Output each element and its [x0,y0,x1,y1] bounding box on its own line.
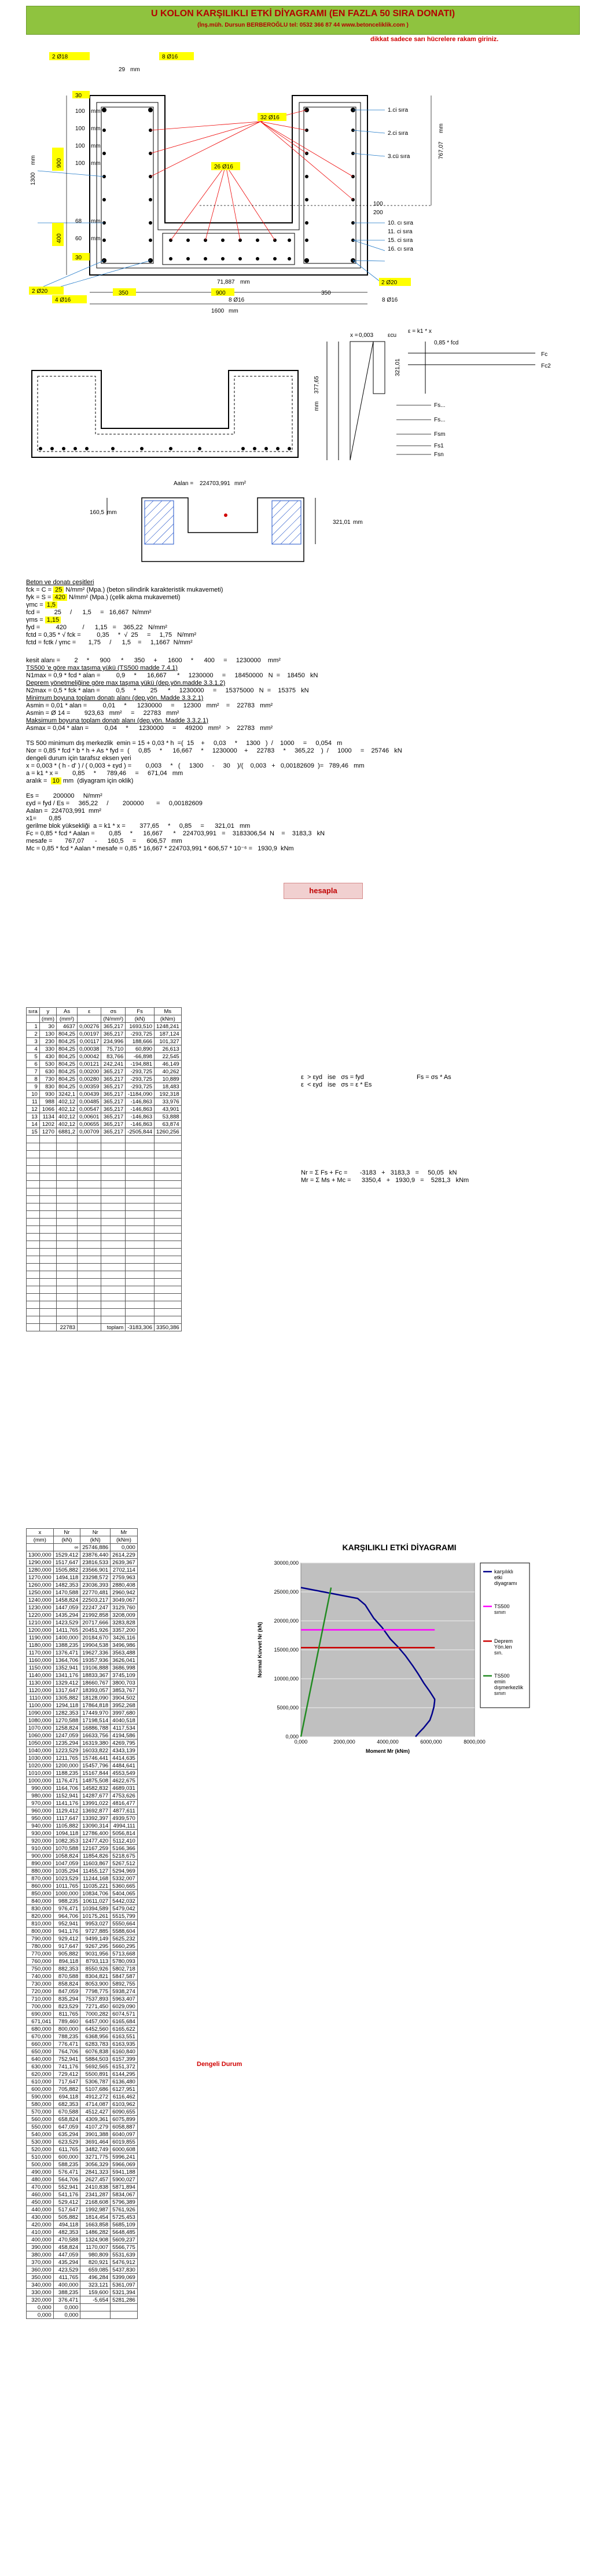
y-tick-label: 10000,000 [274,1676,299,1682]
table-row: 610,000 717,647 5306,787 6136,480 [27,2078,138,2086]
label-w-right: 350 [321,290,331,296]
table-row: 730,000 858,824 8053,900 5892,755 [27,1980,138,1988]
table-row: 1190,000 1400,000 20184,670 3426,116 [27,1634,138,1642]
svg-text:mm: mm [314,401,320,411]
table-row: 440,000 517,647 1992,987 5761,926 [27,2206,138,2214]
table-row [27,1271,182,1279]
table-row: 1 30 4637 0,00276 365,217 1693,510 1248,241 [27,1023,182,1030]
legend-label-0: etki [494,1575,503,1580]
table-row: 640,000 752,941 5884,503 6157,399 [27,2056,138,2063]
table-row: 1010,000 1188,235 15167,844 4553,549 [27,1770,138,1777]
table-row: 1000,000 1176,471 14875,508 4622,675 [27,1777,138,1785]
x-tick-label: 8000,000 [464,1739,486,1745]
interaction-table-wrap [26,1528,138,2319]
compression-area-diagram [26,475,431,573]
table-row: 1060,000 1247,059 16633,756 4194,586 [27,1732,138,1740]
table-row: 5 430 804,25 0,00042 83,766 -66,898 22,545 [27,1053,182,1061]
table-row: 420,000 494,118 1663,858 5685,109 [27,2221,138,2229]
table-row [27,1151,182,1158]
svg-text:900: 900 [56,158,62,168]
table-row: 4 330 804,25 0,00038 75,710 60,890 26,613 [27,1045,182,1053]
warning-text: dikkat sadece sarı hücrelere rakam giriniz. [370,36,499,43]
table-row: 13 1134 402,12 0,00601 365,217 -146,863 53,888 [27,1113,182,1121]
table-row: 700,000 823,529 7271,450 6029,090 [27,2003,138,2010]
table-row: 1030,000 1211,765 15746,441 4414,635 [27,1755,138,1762]
label-phi-top-left: 2 Ø18 [52,54,68,60]
svg-text:15. ci sıra: 15. ci sıra [388,237,413,244]
svg-text:mm: mm [229,308,238,314]
table-row: 2 130 804,25 0,00197 365,217 -293,725 187,124 [27,1030,182,1038]
table-row: 1290,000 1517,647 23816,533 2639,367 [27,1559,138,1566]
table-row: 370,000 435,294 820,921 5476,912 [27,2259,138,2266]
table-row: 1130,000 1329,412 18660,767 3800,703 [27,1679,138,1687]
table-row: 3 230 804,25 0,00117 234,996 188,666 101,327 [27,1038,182,1045]
y-tick-label: 25000,000 [274,1589,299,1595]
svg-text:100: 100 [75,126,85,132]
aralik-input[interactable]: 10 [51,777,61,784]
calc-block: kesit alanı = 2 * 900 * 350 + 1600 * 400 = 1230000 mm² TS500 'e göre max taşıma yükü (TS500 madde 7.4.1) N1max = 0,9 * fcd * alan = 0,9 * 16,667 * 1230000 = 18450000 N = 18450 kN Deprem yönetmeliğine göre max taşıma yükü (dep.yön.madde 3.3.1.2) N2max = 0,5 * fck * alan = 0,5 * 25 * 1230000 = 15375000 N = 15375 kN Minimum boyuna toplam donatı alanı (dep.yön. Madde 3.3.2.1) Asmin = 0,01 * alan = 0,01 * 1230000 = 12300 mm² = 22783 mm² Asmin = Ø 14 = 923,63 mm² = 22783 mm² Maksimum boyuna toplam donatı alanı (dep.yön. Madde 3.3.2.1) Asmax = 0,04 * alan = 0,04 * 1230000 = 49200 mm² > 22783 mm² TS 500 minimum dış merkezlik emin = 15 + 0,03 * h =( 15 + 0,03 * 1300 ) / 1000 = 0,054 m Nor = 0,85 * fcd * b * h + As * fyd = ( 0,85 * 16,667 * 1230000 + 22783 * 365,22 ) / 1000 = 25746 kN dengeli durum için tarafsız eksen yeri x = 0,003 * ( h - d' ) / ( 0,003 + εyd ) = 0,003 * ( 1300 - 30 )/( 0,003 + 0,00182609 )= 789,46 mm a = k1 * x = 0,85 * 789,46 = 671,04 mm aralık = 10 mm (diyagram için oklik) Es = 200000 N/mm² εyd = fyd / Es = 365,22 / 200000 = 0,00182609 Aalan = 224703,991 mm² x1= 0,85 gerilme blok yüksekliği a = k1 * x = 377,65 * 0,85 = 321,01 mm Fc = 0,85 * fcd * Aalan = 0,85 * 16,667 * 224703,991 = 3183306,54 N = 3183,3 kN mesafe = 767,07 - 160,5 = 606,57 mm Mc = 0,85 * fcd * Aalan * mesafe = 0,85 * 16,667 * 224703,991 * 606,57 * 10⁻⁶ = 1930,9 kNm [26,657,402,852]
svg-text:mm: mm [240,279,250,285]
gamma-mc-input[interactable]: 1,5 [45,601,57,608]
table-row: 360,000 423,529 659,085 5437,830 [27,2266,138,2274]
label-height-1300: 1300 [30,172,36,185]
page-subtitle: (İnş.müh. Dursun BERBEROĞLU tel: 0532 366 87 44 www.betonceliklik.com ) [197,22,409,28]
legend-label-3: TS500 [494,1673,510,1679]
table-row: 540,000 635,294 3901,388 6040,097 [27,2131,138,2138]
table-row [27,1173,182,1181]
svg-text:11. ci sıra: 11. ci sıra [388,229,413,235]
label-w-left: 350 [119,290,128,296]
table-row [27,1294,182,1301]
svg-text:68: 68 [75,218,82,225]
label-phi-bottom-left: 2 Ø20 [32,288,48,295]
svg-text:Fc: Fc [541,351,548,358]
y-tick-label: 20000,000 [274,1618,299,1624]
table-row: 930,000 1094,118 12786,400 5056,814 [27,1830,138,1837]
table-row: 9 830 804,25 0,00359 365,217 -293,725 18,483 [27,1083,182,1091]
table-row: 840,000 988,235 10611,027 5442,032 [27,1898,138,1905]
table-row: 790,000 929,412 9499,149 5625,232 [27,1935,138,1943]
table-row: 870,000 1023,529 11244,168 5332,007 [27,1875,138,1883]
table-row: 6 530 804,25 0,00121 242,241 -194,881 46,149 [27,1061,182,1068]
label-phi-top-right: 8 Ø16 [162,54,178,60]
table-row: 1280,000 1505,882 23566,901 2702,114 [27,1566,138,1574]
table-row: 680,000 800,000 6452,560 6165,622 [27,2025,138,2033]
table-row: 1050,000 1235,294 16319,380 4269,795 [27,1740,138,1747]
interaction-table: x Nr Nr Mr (mm) (kN) (kN) (kNm) ∞ 25746,886 0,000 1300,000 1529,412 23876,440 2614,229 1290,000 1517,647 23816,533 2639,367 1280,000 1505,882 23566,901 2702,114 1270,000 1494,118 23298,572 2759,963 1260,000 1482,353 23036,393 2880,408 1250,000 1470,588 22770,481 2960,942 1240,000 1458,824 22503,217 3049,067 1230,000 1447,059 22247,247 3129,760 1220,000 1435,294 21992,858 3208,009 1210,000 1423,529 20717,666 3283,828 1200,000 1411,765 20451,926 3357,200 1190,000 1400,000 20184,670 3426,116 1180,000 1388,235 19904,538 3496,986 1170,000 1376,471 19627,336 3563,488 1160,000 1364,706 19357,936 3626,041 1150,000 1352,941 19106,888 3686,998 1140,000 1341,176 18833,367 3745,109 1130,000 1329,412 18660,767 3800,703 1120,000 1317,647 18393,057 3853,767 1110,000 1305,882 18128,090 3904,502 1100,000 1294,118 17864,818 3952,268 1090,000 1282,353 17449,970 3997,680 1080,000 1270,588 17198,514 4040,518 1070,000 1258,824 16886,788 4117,534 1060,000 1247,059 16633,756 4194,586 1050,000 1235,294 16319,380 4269,795 1040,000 1223,529 16033,822 4343,139 1030,000 1211,765 15746,441 4414,635 1020,000 1200,000 15457,796 4484,641 1010,000 1188,235 15167,844 4553,549 1000,000 1176,471 14875,508 4622,675 990,000 1164,706 14582,832 4689,031 980,000 1152,941 14287,677 4753,626 970,000 1141,176 13991,022 4816,477 960,000 1129,412 13692,877 4877,611 950,000 1117,647 13392,397 4939,570 940,000 1105,882 13090,314 4994,111 930,000 1094,118 12786,400 5056,814 920,000 1082,353 12477,420 5112,410 910,000 1070,588 12167,259 5166,366 900,000 1058,824 11854,826 5218,675 890,000 1047,059 11603,867 5267,512 880,000 1035,294 11455,127 5294,969 870,000 1023,529 11244,168 5332,007 860,000 1011,765 11035,221 5360,665 850,000 1000,000 10834,706 5404,065 840,000 988,235 10611,027 5442,032 830,000 976,471 10394,589 5479,042 820,000 964,706 10175,261 5515,799 810,000 952,941 9953,027 5550,664 800,000 941,176 9727,885 5588,604 790,000 929,412 9499,149 5625,232 780,000 917,647 9267,295 5660,295 770,000 905,882 9031,956 5713,668 760,000 894,118 8793,113 5780,093 750,000 882,353 8550,926 5802,718 740,000 870,588 8304,821 5847,587 730,000 858,824 8053,900 5892,755 720,000 847,059 7798,775 5938,274 710,000 835,294 7537,893 5963,407 700,000 823,529 7271,450 6029,090 690,000 811,765 7000,282 6074,571 671,041 789,460 6457,000 6165,684 680,000 800,000 6452,560 6165,622 670,000 788,235 6368,956 6163,551 660,000 776,471 6283,783 6163,935 650,000 764,706 6076,838 6160,840 640,000 752,941 5884,503 6157,399 630,000 741,176 5692,565 6151,372 620,000 729,412 5500,891 6144,295 610,000 717,647 5306,787 6136,480 600,000 705,882 5107,686 6127,951 590,000 694,118 4912,272 6116,462 580,000 682,353 4714,087 6103,962 570,000 670,588 4512,427 6090,655 560,000 658,824 4309,361 6075,899 550,000 647,059 4107,279 6058,887 540,000 635,294 3901,388 6040,097 530,000 623,529 3691,464 6019,855 520,000 611,765 3482,749 6000,608 510,000 600,000 3271,775 5996,241 500,000 588,235 3056,329 5966,069 490,000 576,471 2841,323 5941,188 480,000 564,706 2627,457 5900,027 470,000 552,941 2410,838 5871,894 460,000 541,176 2341,287 5834,067 450,000 529,412 2168,608 5796,389 440,000 517,647 1992,987 5761,926 430,000 505,882 1814,454 5725,453 420,000 494,118 1663,858 5685,109 410,000 482,353 1486,282 5648,485 400,000 470,588 1324,908 5609,237 390,000 458,824 1170,007 5566,775 380,000 447,059 980,809 5531,639 370,000 435,294 820,921 5476,912 360,000 423,529 659,085 5437,830 350,000 411,765 496,284 5399,069 340,000 400,000 323,121 5361,097 330,000 388,235 159,600 5321,394 320,000 376,471 -5,654 5281,286 0,000 0,000 0,000 0,000 [26,1528,138,2319]
legend-label-1: TS500 [494,1603,510,1609]
svg-text:mm: mm [107,509,117,516]
legend-label-3: sınırı [494,1690,506,1696]
x-tick-label: 0,000 [294,1739,308,1745]
result-notes [301,1169,469,1184]
u-section-drawing [26,49,472,315]
table-row: 1070,000 1258,824 16886,788 4117,534 [27,1724,138,1732]
table-row: 800,000 941,176 9727,885 5588,604 [27,1928,138,1935]
table-row [27,1219,182,1226]
y-tick-label: 5000,000 [277,1705,299,1711]
svg-text:1.ci sıra: 1.ci sıra [388,107,409,113]
label-height-767: 767,07 [438,141,444,159]
table-row [27,1286,182,1294]
svg-text:mm: mm [130,67,140,73]
fyk-input[interactable]: 420 [53,594,67,601]
table-row: 1230,000 1447,059 22247,247 3129,760 [27,1604,138,1612]
x-axis-label: Moment Mr (kNm) [366,1748,410,1754]
rebar-table-units: (mm) (mm²) (N/mm²) (kN) (kNm) [27,1015,182,1023]
table-row [27,1136,182,1143]
legend-label-3: emin [494,1679,506,1685]
svg-text:100: 100 [373,201,383,207]
table-row: 750,000 882,353 8550,926 5802,718 [27,1965,138,1973]
label-bottom-bar2: 8 Ø16 [229,297,245,303]
table-row: 490,000 576,471 2841,323 5941,188 [27,2168,138,2176]
dim-160: 160,5 [90,509,105,516]
table-row [27,1234,182,1241]
label-bars-top: 32 Ø16 [260,115,280,121]
svg-text:10. cı sıra: 10. cı sıra [388,220,413,226]
strain-value: 0,003 [359,332,374,339]
table-row [27,1158,182,1166]
dim-321: 321,01 [395,358,401,376]
table-row: 660,000 776,471 6283,783 6163,935 [27,2041,138,2048]
legend-label-2: sın. [494,1650,503,1656]
svg-text:200: 200 [373,210,383,216]
y-tick-label: 30000,000 [274,1560,299,1566]
x-tick-label: 2000,000 [333,1739,355,1745]
table-row [27,1181,182,1188]
table-row [27,1211,182,1219]
table-row: 850,000 1000,000 10834,706 5404,065 [27,1890,138,1898]
label-bottom-bar1: 4 Ø16 [55,297,71,303]
x-tick-label: 4000,000 [377,1739,399,1745]
table-row [27,1264,182,1271]
table-row: 720,000 847,059 7798,775 5938,274 [27,1988,138,1995]
table-row: 910,000 1070,588 12167,259 5166,366 [27,1845,138,1852]
table-row: 1140,000 1341,176 18833,367 3745,109 [27,1672,138,1679]
table-row: 1180,000 1388,235 19904,538 3496,986 [27,1642,138,1649]
svg-text:mm: mm [91,143,101,149]
table-row: 1080,000 1270,588 17198,514 4040,518 [27,1717,138,1724]
table-row: 980,000 1152,941 14287,677 4753,626 [27,1792,138,1800]
svg-text:Fsm: Fsm [434,431,446,438]
y-tick-label: 0,000 [285,1734,299,1740]
svg-text:60: 60 [75,236,82,242]
svg-text:mm: mm [91,218,101,225]
table-row [27,1188,182,1196]
table-row: 940,000 1105,882 13090,314 4994,111 [27,1822,138,1830]
interaction-chart [255,1557,590,1766]
table-row: 400,000 470,588 1324,908 5609,237 [27,2236,138,2244]
table-row: 950,000 1117,647 13392,397 4939,570 [27,1815,138,1822]
table-row: 0,000 0,000 [27,2304,138,2311]
svg-text:mm: mm [91,126,101,132]
table-row [27,1226,182,1234]
table-row: 740,000 870,588 8304,821 5847,587 [27,1973,138,1980]
svg-text:3.cü sıra: 3.cü sıra [388,153,410,160]
rebar-table-header: sıra y As ε σs Fs Ms [27,1008,182,1015]
svg-text:mm: mm [30,155,36,165]
table-row [27,1166,182,1173]
table-row: 830,000 976,471 10394,589 5479,042 [27,1905,138,1913]
rebar-table [26,1007,182,1331]
table-row: 1120,000 1317,647 18393,057 3853,767 [27,1687,138,1694]
table-row: 1270,000 1494,118 23298,572 2759,963 [27,1574,138,1581]
table-row: 580,000 682,353 4714,087 6103,962 [27,2101,138,2108]
table-row [27,1203,182,1211]
table-row: 890,000 1047,059 11603,867 5267,512 [27,1860,138,1867]
y-tick-label: 15000,000 [274,1647,299,1653]
svg-text:100: 100 [75,160,85,167]
table-row: 600,000 705,882 5107,686 6127,951 [27,2086,138,2093]
label-w-mid: 900 [216,290,226,296]
svg-text:mm: mm [91,160,101,167]
label-dim-29: 29 [119,67,126,73]
table-row: 510,000 600,000 3271,775 5996,241 [27,2153,138,2161]
table-row: 900,000 1058,824 11854,826 5218,675 [27,1852,138,1860]
table-row: 590,000 694,118 4912,272 6116,462 [27,2093,138,2101]
table-row: 1250,000 1470,588 22770,481 2960,942 [27,1589,138,1597]
legend-label-1: sınırı [494,1609,506,1615]
legend-label-2: Yön.len [494,1644,512,1650]
balanced-label: Dengeli Durum [197,2061,242,2068]
table-row: 1090,000 1282,353 17449,970 3997,680 [27,1709,138,1717]
table-row: 630,000 741,176 5692,565 6151,372 [27,2063,138,2071]
table-row: 1220,000 1435,294 21992,858 3208,009 [27,1612,138,1619]
table-row: 1110,000 1305,882 18128,090 3904,502 [27,1694,138,1702]
legend-label-3: dışmerkezlik [494,1685,524,1690]
fcd-label: 0,85 * fcd [434,340,459,346]
fck-input[interactable]: 25 [53,586,64,593]
table-row: 760,000 894,118 8793,113 5780,093 [27,1958,138,1965]
table-row: 410,000 482,353 1486,282 5648,485 [27,2229,138,2236]
table-row [27,1256,182,1264]
table-row: 920,000 1082,353 12477,420 5112,410 [27,1837,138,1845]
table-row: 390,000 458,824 1170,007 5566,775 [27,2244,138,2251]
svg-text:mm: mm [91,236,101,242]
svg-text:30: 30 [75,255,82,261]
table-row: 14 1202 402,12 0,00655 365,217 -146,863 63,874 [27,1121,182,1128]
table-row: 860,000 1011,765 11035,221 5360,665 [27,1883,138,1890]
table-row: 570,000 670,588 4512,427 6090,655 [27,2108,138,2116]
svg-text:2.ci sıra: 2.ci sıra [388,130,409,137]
side-notes: ε > εyd ise σs = fyd ε < εyd ise σs = ε * Es [301,1074,372,1088]
table-row: 670,000 788,235 6368,956 6163,551 [27,2033,138,2041]
table-row: 8 730 804,25 0,00280 365,217 -293,725 10,889 [27,1076,182,1083]
table-row: 7 630 804,25 0,00200 365,217 -293,725 40,262 [27,1068,182,1076]
svg-text:30: 30 [75,93,82,99]
table-row: 550,000 647,059 4107,279 6058,887 [27,2123,138,2131]
side-note-fs: Fs = σs * As [417,1074,451,1081]
table-row: 15 1270 6881,2 0,00709 365,217 -2505,844 1260,256 [27,1128,182,1136]
table-row: 350,000 411,765 496,284 5399,069 [27,2274,138,2281]
stress-strain-diagram [26,324,570,469]
label-total-width: 1600 [211,308,225,314]
table-row: 1210,000 1423,529 20717,666 3283,828 [27,1619,138,1627]
mr-result: Mr = Σ Ms + Mc = 3350,4 + 1930,9 = 5281,3 kNm [301,1177,469,1184]
table-row: 11 988 402,12 0,00485 365,217 -146,863 33,976 [27,1098,182,1106]
svg-text:100: 100 [75,143,85,149]
table-row: 480,000 564,706 2627,457 5900,027 [27,2176,138,2184]
table-row [27,1249,182,1256]
label-phi-bottom-right: 2 Ø20 [381,280,398,286]
table-row: 960,000 1129,412 13692,877 4877,611 [27,1807,138,1815]
table-row: 690,000 811,765 7000,282 6074,571 [27,2010,138,2018]
label-bars-mid: 26 Ø16 [214,164,233,170]
table-row: 970,000 1141,176 13991,022 4816,477 [27,1800,138,1807]
dim-321-area: 321,01 [333,519,351,526]
table-row: 1100,000 1294,118 17864,818 3952,268 [27,1702,138,1709]
svg-text:εcu: εcu [388,332,397,339]
table-row [27,1143,182,1151]
svg-text:100: 100 [75,108,85,115]
table-row: 650,000 764,706 6076,838 6160,840 [27,2048,138,2056]
chart-title: KARŞILIKLI ETKİ DİYAGRAMI [342,1543,457,1552]
gamma-ms-input[interactable]: 1,15 [45,617,61,623]
calculate-button[interactable]: hesapla [284,883,363,899]
table-row: 1040,000 1223,529 16033,822 4343,139 [27,1747,138,1755]
svg-text:mm: mm [438,123,444,133]
table-row [27,1241,182,1249]
alan-value: 224703,991 [200,480,230,487]
table-row: 380,000 447,059 980,809 5531,639 [27,2251,138,2259]
nr-result: Nr = Σ Fs + Fc = -3183 + 3183,3 = 50,05 kN [301,1169,457,1176]
table-row: ∞ 25746,886 0,000 [27,1544,138,1551]
table-row: 1300,000 1529,412 23876,440 2614,229 [27,1551,138,1559]
table-row: 1200,000 1411,765 20451,926 3357,200 [27,1627,138,1634]
table-row: 500,000 588,235 3056,329 5966,069 [27,2161,138,2168]
page-header [26,6,580,35]
table-row: 470,000 552,941 2410,838 5871,894 [27,2184,138,2191]
table-row: 620,000 729,412 5500,891 6144,295 [27,2071,138,2078]
svg-text:Fs1: Fs1 [434,443,444,449]
svg-text:mm: mm [91,108,101,115]
table-row: 1240,000 1458,824 22503,217 3049,067 [27,1597,138,1604]
table-total-row: 22783 toplam -3183,306 3350,386 [27,1324,182,1331]
table-row [27,1301,182,1309]
legend-label-2: Deprem [494,1638,513,1644]
table-row: 460,000 541,176 2341,287 5834,067 [27,2191,138,2199]
svg-text:x =: x = [350,332,358,339]
table-row: 1170,000 1376,471 19627,336 3563,488 [27,1649,138,1657]
table-row [27,1309,182,1316]
table-row: 1260,000 1482,353 23036,393 2880,408 [27,1581,138,1589]
alan-label: Aalan = [174,480,194,487]
table-row [27,1316,182,1324]
svg-text:mm²: mm² [234,480,246,487]
y-axis-label: Normal Kuvvet Nr (kN) [257,1621,263,1678]
table-row: 770,000 905,882 9031,956 5713,668 [27,1950,138,1958]
table-row [27,1279,182,1286]
legend-label-0: karşılıklı [494,1569,514,1575]
label-center-dim: 71,887 [217,279,235,285]
table-row: 810,000 952,941 9953,027 5550,664 [27,1920,138,1928]
table-row: 671,041 789,460 6457,000 6165,684 [27,2018,138,2025]
params-block: Beton ve donatı çeşitleri fck = C = 25 N/mm² (Mpa.) (beton silindirik karakteristik mukavemeti) fyk = S = 420 N/mm² (Mpa.) (çelik akma mukavemeti) γmc = 1,5 fcd = 25 / 1,5 = 16,667 N/mm² γms = 1,15 fyd = 420 / 1,15 = 365,22 N/mm² fctd = 0,35 * √ fck = 0,35 * √ 25 = 1,75 N/mm² fctd = fctk / γmc = 1,75 / 1,5 = 1,1667 N/mm² [26,579,223,646]
page-title: U KOLON KARŞILIKLI ETKİ DİYAGRAMI (EN FAZLA 50 SIRA DONATI) [150,9,455,19]
table-row: 530,000 623,529 3691,464 6019,855 [27,2138,138,2146]
table-row: 520,000 611,765 3482,749 6000,608 [27,2146,138,2153]
table-row: 0,000 0,000 [27,2311,138,2319]
table-row: 12 1066 402,12 0,00547 365,217 -146,863 43,901 [27,1106,182,1113]
svg-text:Fsn: Fsn [434,452,444,458]
table-row: 330,000 388,235 159,600 5321,394 [27,2289,138,2296]
table-row: 880,000 1035,294 11455,127 5294,969 [27,1867,138,1875]
svg-text:400: 400 [56,233,62,243]
table-row: 1150,000 1352,941 19106,888 3686,998 [27,1664,138,1672]
rebar-table-wrap [26,1007,182,1331]
svg-text:Fc2: Fc2 [541,363,551,369]
table-row: 1020,000 1200,000 15457,796 4484,641 [27,1762,138,1770]
svg-text:16. cı sıra: 16. cı sıra [388,246,413,252]
table-row: 1160,000 1364,706 19357,936 3626,041 [27,1657,138,1664]
svg-text:mm: mm [353,519,363,526]
table-row: 990,000 1164,706 14582,832 4689,031 [27,1785,138,1792]
table-row: 820,000 964,706 10175,261 5515,799 [27,1913,138,1920]
table-row: 560,000 658,824 4309,361 6075,899 [27,2116,138,2123]
table-row: 10 930 3242,1 0,00439 365,217 -1184,090 192,318 [27,1091,182,1098]
svg-text:Fs...: Fs... [434,402,446,409]
table-row: 710,000 835,294 7537,893 5963,407 [27,1995,138,2003]
strain-equation: ε = k1 * x [408,328,432,335]
table-row: 430,000 505,882 1814,454 5725,453 [27,2214,138,2221]
dim-377: 377,65 [314,376,320,394]
table-row: 450,000 529,412 2168,608 5796,389 [27,2199,138,2206]
table-row: 340,000 400,000 323,121 5361,097 [27,2281,138,2289]
legend-label-0: diyagramı [494,1580,517,1586]
table-row: 780,000 917,647 9267,295 5660,295 [27,1943,138,1950]
x-tick-label: 6000,000 [420,1739,442,1745]
table-row: 320,000 376,471 -5,654 5281,286 [27,2296,138,2304]
svg-text:Fs...: Fs... [434,417,446,423]
table-row [27,1196,182,1203]
label-bottom-bar3: 8 Ø16 [382,297,398,303]
